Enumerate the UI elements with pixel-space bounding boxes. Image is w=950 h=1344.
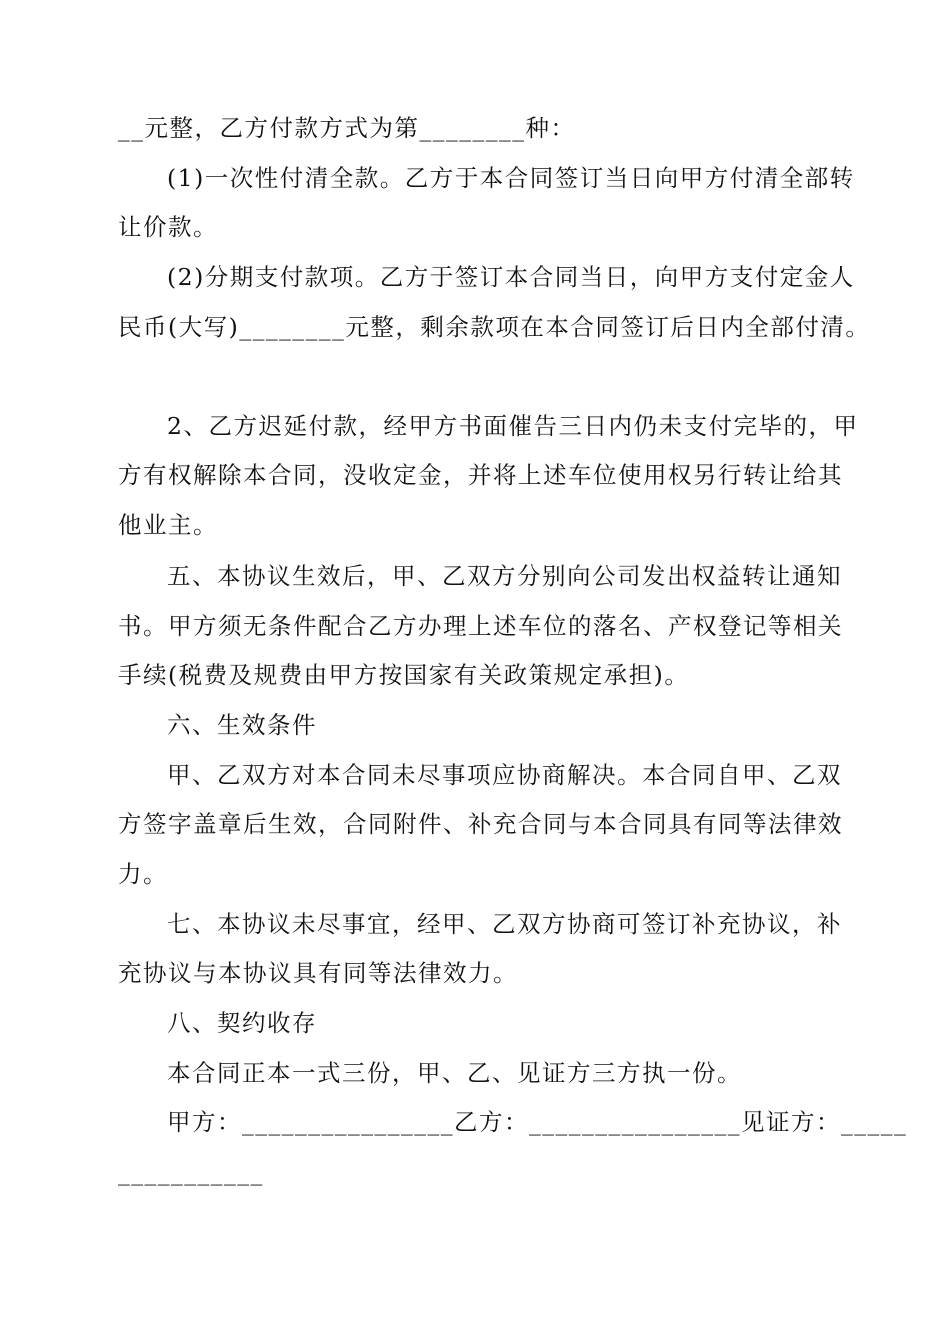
section-five-line-3: 手续(税费及规费由甲方按国家有关政策规定承担)。 (118, 661, 690, 689)
section-eight-line-1: 本合同正本一式三份，甲、乙、见证方三方执一份。 (167, 1059, 742, 1087)
section-six-line-3: 力。 (118, 860, 168, 888)
payment-method-line: __元整，乙方付款方式为第________种： (118, 114, 576, 142)
section-five-line-2: 书。甲方须无条件配合乙方办理上述车位的落名、产权登记等相关 (118, 612, 843, 640)
option-2-line-2: 民币(大写)________元整，剩余款项在本合同签订后日内全部付清。 (118, 313, 871, 341)
signature-line-1: 甲方：________________乙方：________________见证方：_____ (167, 1108, 908, 1136)
option-1-line-1: (1)一次性付清全款。乙方于本合同签订当日向甲方付清全部转 (167, 164, 855, 192)
section-seven-line-1: 七、本协议未尽事宜，经甲、乙双方协商可签订补充协议，补 (167, 910, 842, 938)
option-2-line-1: (2)分期支付款项。乙方于签订本合同当日，向甲方支付定金人 (167, 263, 855, 291)
section-eight-heading: 八、契约收存 (167, 1009, 317, 1037)
option-1-line-2: 让价款。 (118, 213, 218, 241)
section-seven-line-2: 充协议与本协议具有同等法律效力。 (118, 959, 518, 987)
late-payment-line-3: 他业主。 (118, 511, 218, 539)
late-payment-line-2: 方有权解除本合同，没收定金，并将上述车位使用权另行转让给其 (118, 461, 843, 489)
section-six-line-2: 方签字盖章后生效，合同附件、补充合同与本合同具有同等法律效 (118, 810, 843, 838)
section-six-heading: 六、生效条件 (167, 711, 317, 739)
signature-line-2: ___________ (118, 1158, 264, 1186)
late-payment-line-1: 2、乙方迟延付款，经甲方书面催告三日内仍未支付完毕的，甲 (167, 412, 859, 440)
section-six-line-1: 甲、乙双方对本合同未尽事项应协商解决。本合同自甲、乙双 (167, 761, 842, 789)
section-five-line-1: 五、本协议生效后，甲、乙双方分别向公司发出权益转让通知 (167, 562, 842, 590)
